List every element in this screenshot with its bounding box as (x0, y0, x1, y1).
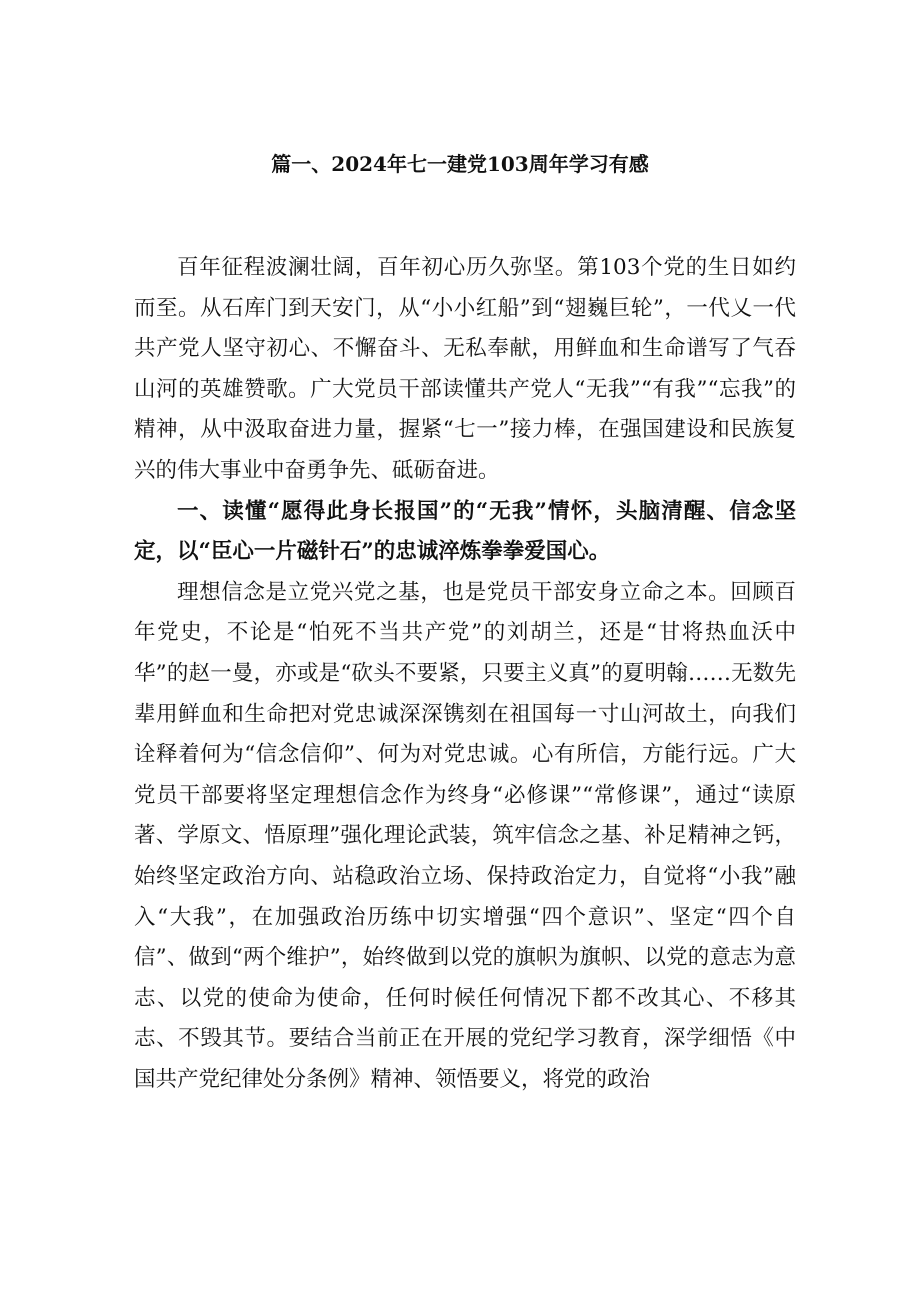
document-body (134, 248, 796, 1100)
paragraph-intro: 百年征程波澜壮阔，百年初心历久弥坚。第103个党的生日如约而至。从石库门到天安门，从“小小红船”到“翅巍巨轮”，一代乂一代共产党人坚守初心、不懈奋斗、无私奉献，用鲜血和生命谱写了气吞山河的英雄赞歌。广大党员干部读懂共产党人“无我”“有我”“忘我”的精神，从中汲取奋进力量，握紧“七一”接力棒，在强国建设和民族复兴的伟大事业中奋勇争先、砥砺奋进。 (134, 255, 796, 483)
paragraph-section-1: 理想信念是立党兴党之基，也是党员干部安身立命之本。回顾百年党史，不论是“怕死不当共产党”的刘胡兰，还是“甘将热血沃中华”的赵一曼，亦或是“砍头不要紧，只要主义真”的夏明翰……无数先辈用鲜血和生命把对党忠诚深深镌刻在祖国每一寸山河故土，向我们诠释着何为“信念信仰”、何为对党忠诚。心有所信，方能行远。广大党员干部要将坚定理想信念作为终身“必修课”“常修课”，通过“读原著、学原文、悟原理”强化理论武装，筑牢信念之基、补足精神之钙，始终坚定政治方向、站稳政治立场、保持政治定力，自觉将“小我”融入“大我”，在加强政治历练中切实增强“四个意识”、坚定“四个自信”、做到“两个维护”，始终做到以党的旗帜为旗帜、以党的意志为意志、以党的使命为使命，任何时候任何情况下都不改其心、不移其志、不毁其节。要结合当前正在开展的党纪学习教育，深学细悟《中国共产党纪律处分条例》精神、领悟要义，将党的政治 (134, 579, 796, 1092)
section-heading-1: 一、读懂“愿得此身长报国”的“无我”情怀，头脑清醒、信念坚定，以“臣心一片磁针石”的忠诚淬炼拳拳爱国心。 (134, 498, 796, 565)
document-title: 篇一、2024年七一建党103周年学习有感 (271, 152, 649, 176)
